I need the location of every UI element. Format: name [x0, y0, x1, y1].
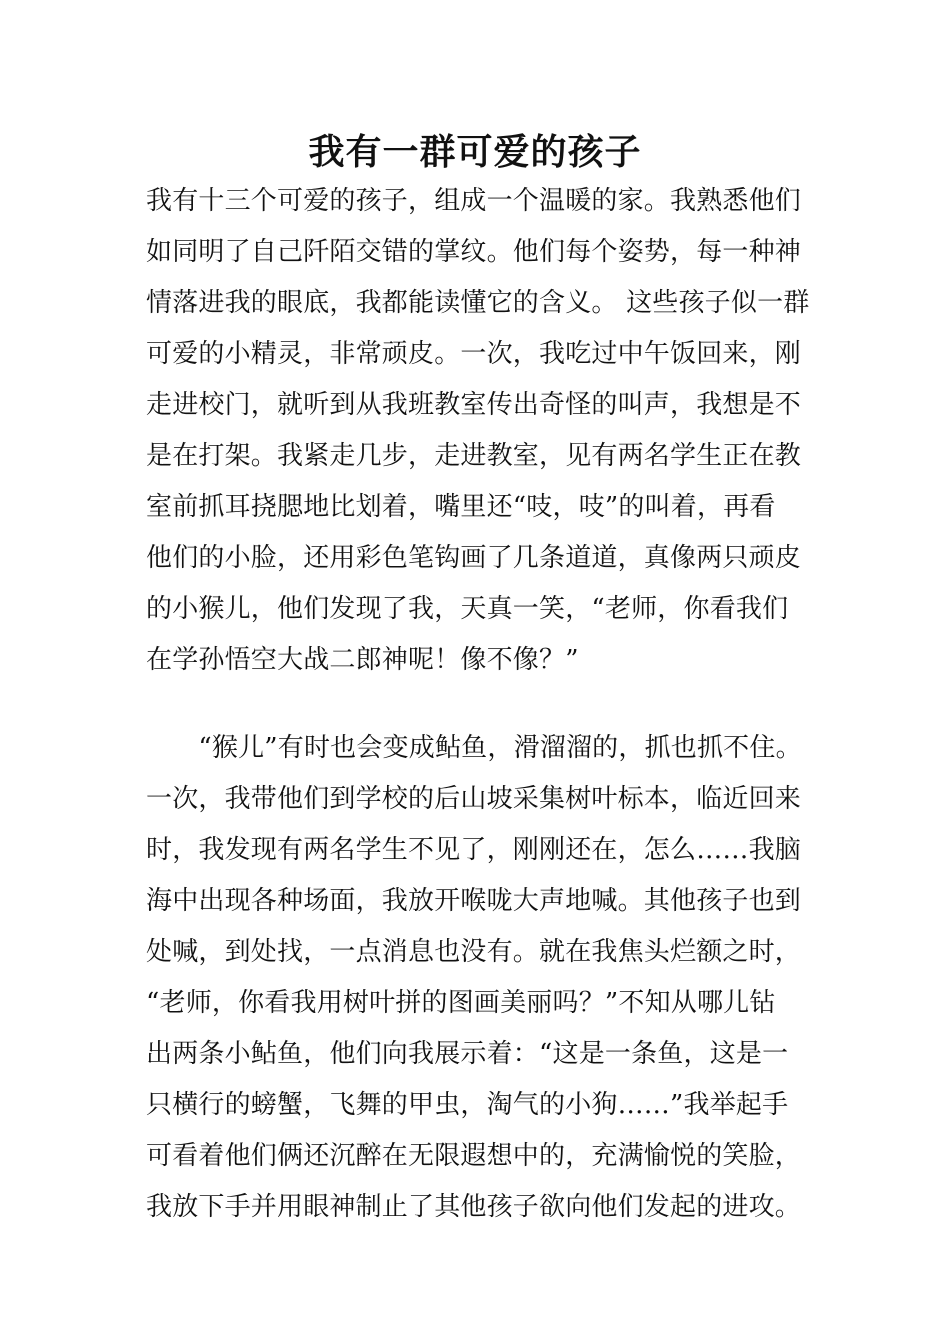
text-line: 出两条小鲇鱼，他们向我展示着：“这是一条鱼，这是一: [146, 1039, 789, 1069]
paragraph-1: [146, 176, 816, 686]
text-line: 如同明了自己阡陌交错的掌纹。他们每个姿势，每一种神: [146, 237, 802, 267]
text-line: “老师，你看我用树叶拼的图画美丽吗？”不知从哪儿钻: [146, 988, 776, 1018]
text-line: 只横行的螃蟹，飞舞的甲虫，淘气的小狗……”我举起手: [146, 1090, 789, 1120]
text-line: 处喊，到处找，一点消息也没有。就在我焦头烂额之时，: [146, 937, 802, 967]
text-line: 的小猴儿，他们发现了我，天真一笑，“老师，你看我们: [146, 594, 789, 624]
text-line: 可看着他们俩还沉醉在无限遐想中的，充满愉悦的笑脸，: [146, 1141, 802, 1171]
text-line: 是在打架。我紧走几步，走进教室，见有两名学生正在教: [146, 441, 802, 471]
text-line: 我放下手并用眼神制止了其他孩子欲向他们发起的进攻。: [146, 1192, 802, 1222]
text-line: 在学孙悟空大战二郎神呢！像不像？”: [146, 645, 579, 675]
text-line: “猴儿”有时也会变成鲇鱼，滑溜溜的，抓也抓不住。: [146, 733, 802, 763]
text-line: 可爱的小精灵，非常顽皮。一次，我吃过中午饭回来，刚: [146, 339, 802, 369]
text-line: 室前抓耳挠腮地比划着，嘴里还“吱，吱”的叫着，再看: [146, 492, 776, 522]
text-line: 情落进我的眼底，我都能读懂它的含义。 这些孩子似一群: [146, 288, 810, 318]
text-line: 走进校门，就听到从我班教室传出奇怪的叫声，我想是不: [146, 390, 802, 420]
text-line: 他们的小脸，还用彩色笔钩画了几条道道，真像两只顽皮: [146, 543, 802, 573]
text-line: 时，我发现有两名学生不见了，刚刚还在，怎么……我脑: [146, 835, 802, 865]
text-line: 一次，我带他们到学校的后山坡采集树叶标本，临近回来: [146, 784, 802, 814]
text-line: 海中出现各种场面，我放开喉咙大声地喊。其他孩子也到: [146, 886, 802, 916]
paragraph-2: [146, 723, 816, 1233]
document-title: 我有一群可爱的孩子: [308, 132, 642, 173]
text-line: 我有十三个可爱的孩子，组成一个温暖的家。我熟悉他们: [146, 186, 802, 216]
